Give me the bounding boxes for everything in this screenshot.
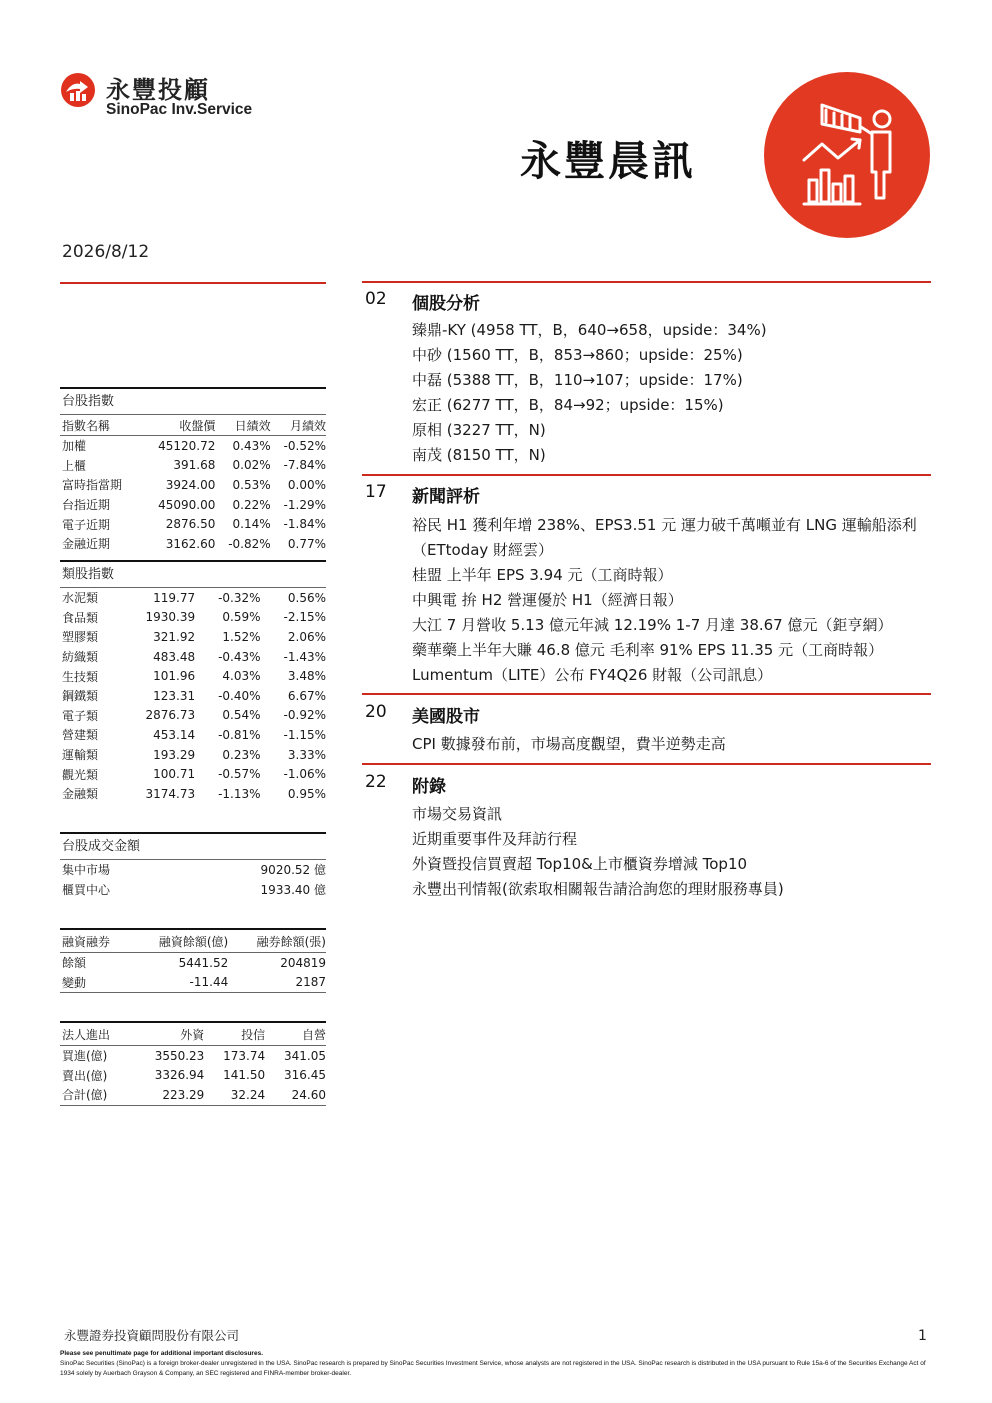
table-row bbox=[60, 686, 326, 706]
table-cell: 金融類 bbox=[62, 787, 99, 802]
section-item: 大江 7 月營收 5.13 億元年減 12.19% 1-7 月達 38.67 億元（鉅亨網） bbox=[412, 616, 893, 634]
table-cell: 3.48% bbox=[287, 669, 326, 684]
section-title: 附錄 bbox=[412, 777, 446, 797]
table-cell: 0.54% bbox=[222, 708, 261, 723]
section-item: 原相 (3227 TT，N) bbox=[412, 421, 546, 439]
table-cell: 141.50 bbox=[223, 1068, 266, 1083]
table-row bbox=[60, 953, 326, 973]
section-item: 宏正 (6277 TT，B，84→92；upside：15%) bbox=[412, 396, 724, 414]
table-cell: 119.77 bbox=[153, 590, 196, 605]
table-cell: 483.48 bbox=[153, 649, 196, 664]
section-item: （ETtoday 財經雲） bbox=[412, 541, 554, 559]
table-row bbox=[60, 588, 326, 608]
table-cell: 賣出(億) bbox=[62, 1068, 108, 1083]
table-cell: 3162.60 bbox=[165, 536, 216, 551]
table-row bbox=[60, 534, 326, 554]
section-page-number: 20 bbox=[365, 702, 387, 722]
col-header: 融資餘額(億) bbox=[130, 929, 228, 953]
table-cell: 45120.72 bbox=[158, 438, 216, 453]
table-cell: 0.23% bbox=[222, 747, 261, 762]
table-cell: 5441.52 bbox=[178, 955, 229, 970]
table-cell: 鋼鐵類 bbox=[62, 689, 99, 704]
table-cell: 櫃買中心 bbox=[62, 882, 111, 897]
brand-name-en: SinoPac Inv.Service bbox=[106, 101, 253, 118]
table-cell: 電子類 bbox=[62, 708, 99, 723]
table-cell: 觀光類 bbox=[62, 767, 99, 782]
table-cell: 金融近期 bbox=[62, 537, 111, 552]
col-header: 融資融券 bbox=[60, 929, 130, 953]
table-row bbox=[60, 1046, 326, 1066]
table-cell: 2876.50 bbox=[165, 517, 216, 532]
index-table-caption: 台股指數 bbox=[60, 387, 326, 415]
table-cell: 3.33% bbox=[287, 747, 326, 762]
col-header: 融券餘額(張) bbox=[228, 929, 326, 953]
table-cell: 453.14 bbox=[153, 727, 196, 742]
table-cell: 100.71 bbox=[153, 767, 196, 782]
table-cell: 塑膠類 bbox=[62, 630, 99, 645]
section-title: 新聞評析 bbox=[412, 487, 480, 507]
table-cell: 變動 bbox=[60, 973, 130, 993]
table-row bbox=[60, 475, 326, 495]
table-cell: 合計(億) bbox=[60, 1085, 132, 1105]
table-cell: 0.02% bbox=[232, 458, 271, 473]
table-row bbox=[60, 436, 326, 456]
table-row bbox=[60, 647, 326, 667]
table-cell: 生技類 bbox=[62, 669, 99, 684]
table-row bbox=[60, 456, 326, 476]
table-cell: 0.14% bbox=[232, 517, 271, 532]
table-cell: 餘額 bbox=[62, 956, 87, 971]
table-row bbox=[60, 1066, 326, 1086]
table-row bbox=[60, 784, 326, 804]
section-divider bbox=[362, 474, 931, 476]
table-cell: 食品類 bbox=[62, 610, 99, 625]
table-cell: 上櫃 bbox=[62, 458, 87, 473]
table-cell: 運輸類 bbox=[62, 748, 99, 763]
section-item: 中砂 (1560 TT，B，853→860；upside：25%) bbox=[412, 346, 743, 364]
table-row bbox=[60, 1085, 326, 1105]
col-header: 日績效 bbox=[215, 415, 270, 436]
table-cell: 2187 bbox=[228, 973, 326, 993]
table-cell: 營建類 bbox=[62, 728, 99, 743]
page-number: 1 bbox=[918, 1328, 927, 1344]
table-cell: 24.60 bbox=[265, 1085, 326, 1105]
table-cell: -0.82% bbox=[228, 536, 271, 551]
table-cell: 1.52% bbox=[222, 629, 261, 644]
turnover-table bbox=[60, 832, 326, 899]
disclosure-text: SinoPac Securities (SinoPac) is a foreign broker-dealer unregistered in the USA. SinoPac research is prepared by SinoPac Securities Investment Service, whose analysts are not registered in the USA. SinoPac research is distributed in the USA pursuant to Rule 15a-6 of the Securities Exchange Act of 1934 solely by Auerbach Grayson & Company, an SEC registered and FINRA-member broker-dealer. bbox=[60, 1360, 926, 1377]
table-cell: 32.24 bbox=[204, 1085, 265, 1105]
table-cell: 紡織類 bbox=[62, 650, 99, 665]
sector-table-caption: 類股指數 bbox=[60, 560, 326, 588]
table-cell: -0.81% bbox=[218, 727, 261, 742]
table-cell: 204819 bbox=[280, 955, 326, 970]
table-cell: -2.15% bbox=[283, 610, 326, 625]
section-title: 個股分析 bbox=[412, 294, 480, 314]
page-title: 永豐晨訊 bbox=[520, 137, 696, 185]
section-item: CPI 數據發布前，市場高度觀望，費半逆勢走高 bbox=[412, 735, 726, 753]
table-cell: 電子近期 bbox=[62, 517, 111, 532]
table-cell: 0.59% bbox=[222, 610, 261, 625]
section-page-number: 02 bbox=[365, 289, 387, 309]
table-row bbox=[60, 860, 326, 880]
table-cell: -0.43% bbox=[218, 649, 261, 664]
table-row bbox=[60, 725, 326, 745]
turnover-table-caption: 台股成交金額 bbox=[60, 832, 326, 860]
table-row bbox=[60, 627, 326, 647]
table-cell: 集中市場 bbox=[62, 863, 111, 878]
table-cell: 391.68 bbox=[173, 458, 216, 473]
table-cell: 173.74 bbox=[223, 1048, 266, 1063]
col-header: 自營 bbox=[265, 1022, 326, 1046]
table-row bbox=[60, 880, 326, 900]
table-cell: 341.05 bbox=[284, 1048, 326, 1063]
col-header: 月績效 bbox=[271, 415, 326, 436]
table-cell: 101.96 bbox=[153, 669, 196, 684]
section-item: 外資暨投信買賣超 Top10&上市櫃資券增減 Top10 bbox=[412, 855, 748, 873]
table-cell: -0.57% bbox=[218, 767, 261, 782]
table-cell: 3550.23 bbox=[154, 1048, 205, 1063]
section-title: 美國股市 bbox=[412, 707, 480, 727]
section-item: 永豐出刊情報(欲索取相關報告請洽詢您的理財服務專員) bbox=[412, 880, 784, 898]
section-item: 市場交易資訊 bbox=[412, 805, 503, 823]
table-cell: -0.92% bbox=[283, 708, 326, 723]
section-item: 近期重要事件及拜訪行程 bbox=[412, 830, 578, 848]
table-cell: 0.53% bbox=[232, 477, 271, 492]
brand-logo bbox=[60, 70, 300, 126]
table-cell: 0.22% bbox=[232, 497, 271, 512]
table-cell: 0.56% bbox=[287, 590, 326, 605]
table-cell: 2876.73 bbox=[145, 708, 196, 723]
table-row bbox=[60, 764, 326, 784]
table-cell: -7.84% bbox=[283, 458, 326, 473]
section-item: 臻鼎-KY (4958 TT，B，640→658，upside：34%) bbox=[412, 321, 767, 339]
col-header: 收盤價 bbox=[141, 415, 216, 436]
section-item: 中興電 拚 H2 營運優於 H1（經濟日報） bbox=[412, 591, 683, 609]
table-cell: 台指近期 bbox=[62, 498, 111, 513]
table-cell: 買進(億) bbox=[62, 1049, 108, 1064]
table-row bbox=[60, 973, 326, 993]
table-cell: 富時指當期 bbox=[62, 478, 123, 493]
section-item: 中磊 (5388 TT，B，110→107；upside：17%) bbox=[412, 371, 743, 389]
table-cell: 4.03% bbox=[222, 669, 261, 684]
col-header: 法人進出 bbox=[60, 1022, 132, 1046]
section-page-number: 22 bbox=[365, 772, 387, 792]
brand-name-cn: 永豐投顧 bbox=[106, 76, 210, 104]
section-item: 裕民 H1 獲利年增 238%、EPS3.51 元 運力破千萬噸並有 LNG 運輸船添利 bbox=[412, 516, 917, 534]
institution-table bbox=[60, 1021, 326, 1106]
table-cell: 9020.52 億 bbox=[260, 863, 326, 878]
table-cell: -0.52% bbox=[283, 438, 326, 453]
section-divider bbox=[362, 693, 931, 695]
table-cell: -0.32% bbox=[218, 590, 261, 605]
margin-table bbox=[60, 928, 326, 993]
table-cell: 0.43% bbox=[232, 438, 271, 453]
sinopac-logo-icon bbox=[60, 72, 96, 108]
col-header: 外資 bbox=[132, 1022, 204, 1046]
table-cell: 2.06% bbox=[287, 629, 326, 644]
table-cell: 3924.00 bbox=[165, 477, 216, 492]
table-cell: -1.29% bbox=[283, 497, 326, 512]
table-cell: 123.31 bbox=[153, 688, 196, 703]
section-item: Lumentum（LITE）公布 FY4Q26 財報（公司訊息） bbox=[412, 666, 773, 684]
table-cell: -1.13% bbox=[218, 786, 261, 801]
table-cell: 1933.40 億 bbox=[260, 882, 326, 897]
table-row bbox=[60, 666, 326, 686]
section-item: 南茂 (8150 TT，N) bbox=[412, 446, 546, 464]
table-cell: 3326.94 bbox=[154, 1068, 205, 1083]
table-cell: -1.84% bbox=[283, 517, 326, 532]
table-row bbox=[60, 745, 326, 765]
table-cell: -1.15% bbox=[283, 727, 326, 742]
table-row bbox=[60, 706, 326, 726]
table-cell: 0.77% bbox=[287, 536, 326, 551]
table-cell: 0.00% bbox=[287, 477, 326, 492]
section-page-number: 17 bbox=[365, 482, 387, 502]
table-cell: 加權 bbox=[62, 439, 87, 454]
table-cell: 6.67% bbox=[287, 688, 326, 703]
section-item: 藥華藥上半年大賺 46.8 億元 毛利率 91% EPS 11.35 元（工商時報） bbox=[412, 641, 884, 659]
section-divider bbox=[362, 763, 931, 765]
table-row bbox=[60, 495, 326, 515]
index-table bbox=[60, 387, 326, 554]
table-cell: 1930.39 bbox=[145, 610, 196, 625]
disclosure-title: Please see penultimate page for additional important disclosures. bbox=[60, 1350, 263, 1357]
footer-company: 永豐證券投資顧問股份有限公司 bbox=[64, 1328, 240, 1343]
col-header: 投信 bbox=[204, 1022, 265, 1046]
analyst-telescope-chart-icon bbox=[764, 72, 930, 238]
table-cell: -0.40% bbox=[218, 688, 261, 703]
section-divider bbox=[362, 281, 931, 283]
section-item: 桂盟 上半年 EPS 3.94 元（工商時報） bbox=[412, 566, 673, 584]
sector-table bbox=[60, 560, 326, 804]
table-cell: -1.43% bbox=[283, 649, 326, 664]
table-cell: 321.92 bbox=[153, 629, 196, 644]
table-cell: -1.06% bbox=[283, 767, 326, 782]
table-cell: -11.44 bbox=[130, 973, 228, 993]
table-cell: 0.95% bbox=[287, 786, 326, 801]
col-header: 指數名稱 bbox=[60, 415, 141, 436]
table-row bbox=[60, 514, 326, 534]
divider bbox=[60, 282, 326, 284]
table-cell: 3174.73 bbox=[145, 786, 196, 801]
table-cell: 水泥類 bbox=[62, 591, 99, 606]
report-date: 2026/8/12 bbox=[62, 242, 150, 262]
table-cell: 316.45 bbox=[284, 1068, 326, 1083]
table-cell: 223.29 bbox=[132, 1085, 204, 1105]
table-row bbox=[60, 608, 326, 628]
table-cell: 45090.00 bbox=[158, 497, 216, 512]
table-cell: 193.29 bbox=[153, 747, 196, 762]
